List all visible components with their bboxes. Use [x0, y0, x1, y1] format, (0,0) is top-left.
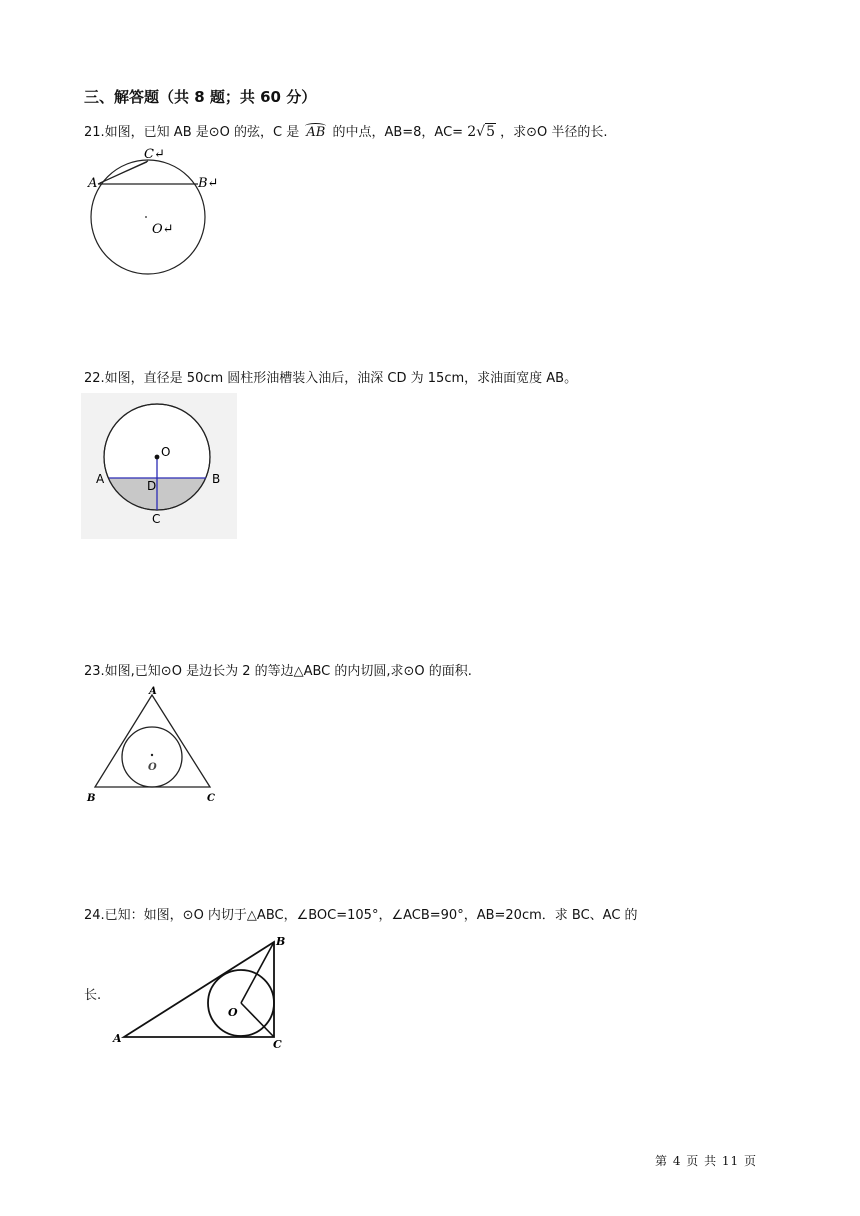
q21-prefix: 21.如图，已知 AB 是⊙O 的弦，C 是 — [84, 125, 300, 140]
q21-middle: 的中点，AB=8，AC= — [332, 125, 464, 140]
section-title: 三、解答题（共 8 题；共 60 分） — [84, 88, 317, 106]
triangle-abc — [124, 942, 274, 1037]
question-22-text: 22.如图，直径是 50cm 圆柱形油槽装入油后，油深 CD 为 15cm，求油面宽度 AB。 — [84, 371, 578, 386]
label-c: C — [152, 512, 161, 526]
label-a: A — [149, 686, 157, 697]
question-24-text: 24.已知：如图，⊙O 内切于△ABC，∠BOC=105°，∠ACB=90°，AB=20cm．求 BC、AC 的 — [84, 908, 638, 923]
label-b: B — [87, 793, 96, 804]
question-21-text — [84, 121, 608, 140]
center-dot — [151, 754, 153, 756]
segment-ob — [241, 942, 274, 1003]
label-o: O — [161, 445, 171, 459]
question-23-text: 23.如图,已知⊙O 是边长为 2 的等边△ABC 的内切圆,求⊙O 的面积. — [84, 664, 472, 679]
label-a: A — [113, 1032, 122, 1045]
arc-ab: AB — [303, 125, 328, 140]
triangle-abc — [95, 695, 210, 787]
label-c: C — [273, 1038, 282, 1051]
q21-figure — [84, 143, 234, 279]
label-o: O — [228, 1006, 238, 1019]
q23-figure — [82, 683, 222, 807]
label-b: B — [212, 472, 221, 486]
label-a: A — [96, 472, 105, 486]
label-b: B↵ — [198, 176, 219, 191]
sqrt-coef: 2 — [467, 124, 477, 140]
label-a: A — [88, 176, 98, 191]
sqrt-expression: 2√5 — [467, 124, 495, 140]
label-c: C — [207, 793, 215, 804]
q21-suffix: ，求⊙O 半径的长. — [500, 125, 608, 140]
page-footer: 第 4 页 共 11 页 — [655, 1154, 757, 1168]
center-dot — [145, 216, 147, 218]
label-o: O — [148, 762, 157, 773]
label-o: O↵ — [152, 222, 174, 237]
sqrt-radicand: 5 — [486, 124, 495, 140]
incircle-o — [122, 727, 182, 787]
q22-figure — [81, 393, 237, 539]
center-point — [155, 455, 160, 460]
circle-o — [91, 160, 205, 274]
label-c: C↵ — [144, 147, 165, 162]
label-d: D — [147, 479, 157, 493]
q24-figure — [108, 932, 298, 1054]
question-24-text-cont: 长. — [84, 988, 102, 1003]
label-b: B — [276, 935, 286, 948]
